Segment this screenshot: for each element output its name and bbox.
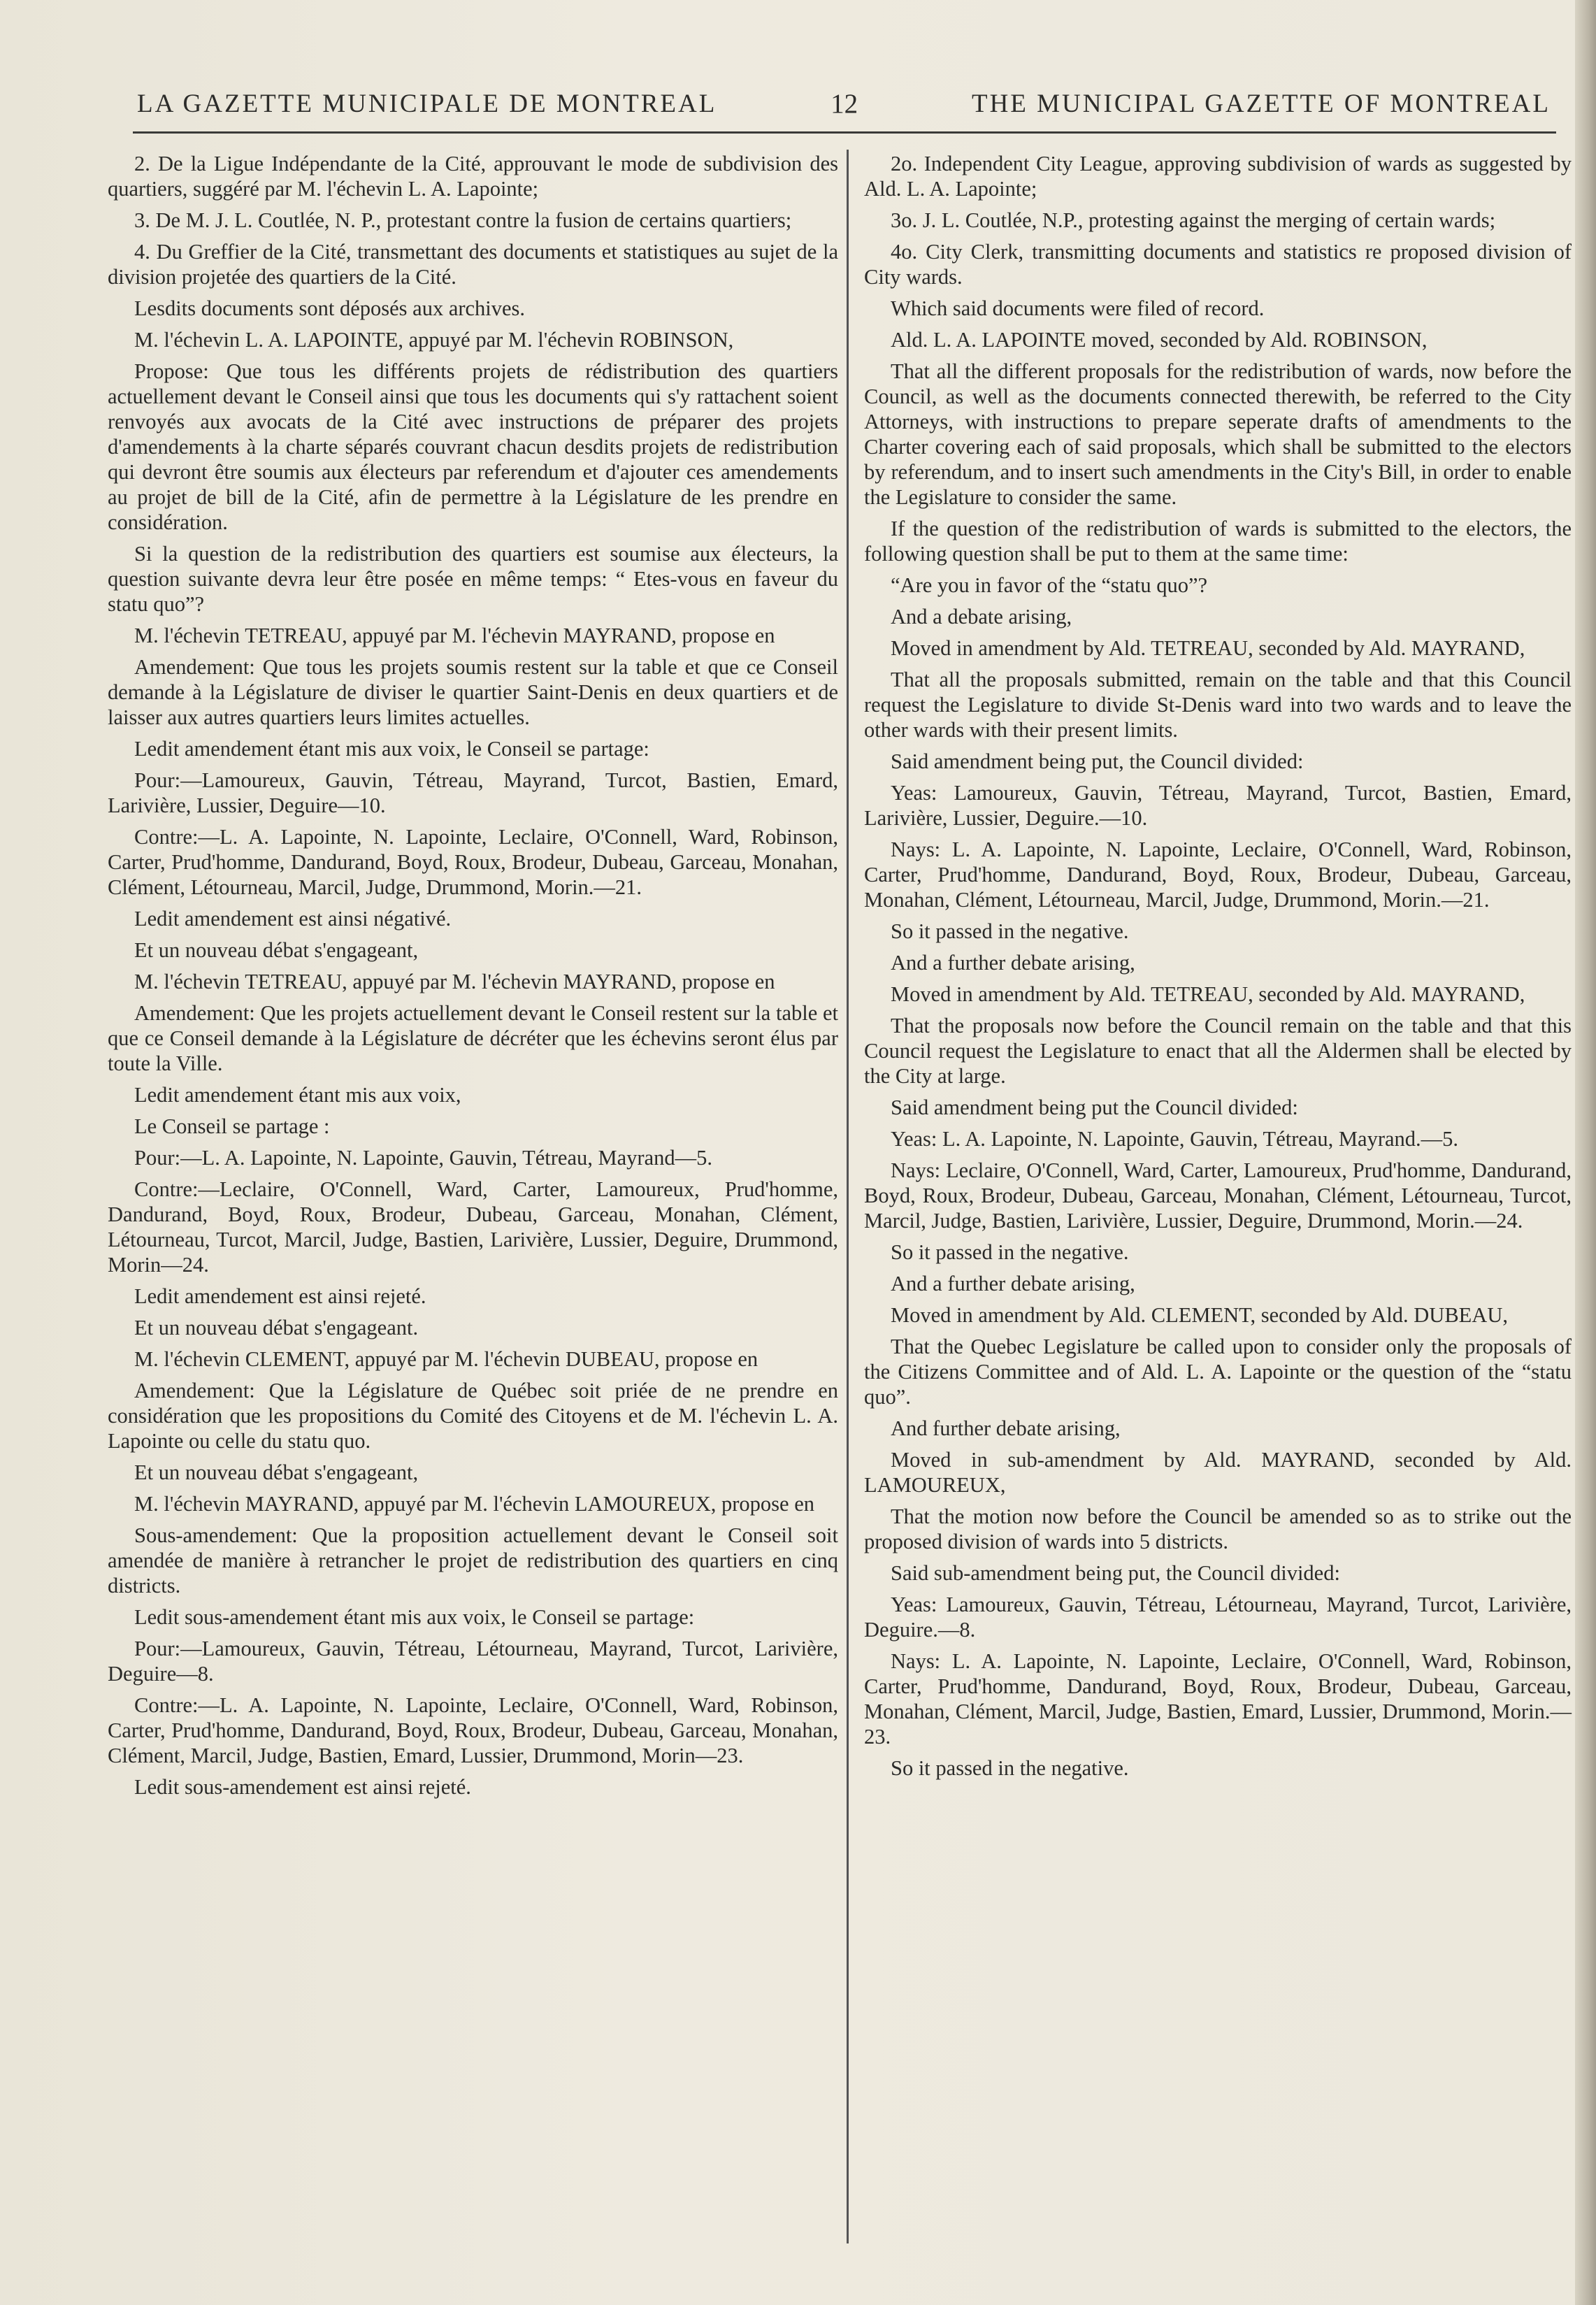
french-paragraph: Contre:—Leclaire, O'Connell, Ward, Carter, Lamoureux, Prud'homme, Dandurand, Boyd, Roux, Brodeur, Dubeau, Garceau, Monahan, Clément, Létourneau, Turcot, Marcil, Judge, Bastien, Larivière, Lussier, Deguire, Drummond, Morin—24.	[108, 1177, 838, 1277]
french-paragraph: Ledit amendement étant mis aux voix,	[134, 1083, 461, 1107]
english-paragraph: Moved in amendment by Ald. TETREAU, seconded by Ald. MAYRAND,	[891, 982, 1525, 1006]
french-paragraph: Amendement: Que tous les projets soumis restent sur la table et que ce Conseil demande à la Législature de diviser le quartier Saint-Denis en deux quartiers et de laisser aux autres quartiers leurs limites actuelles.	[108, 655, 838, 729]
french-paragraph: Et un nouveau débat s'engageant,	[134, 938, 419, 962]
french-paragraph: Contre:—L. A. Lapointe, N. Lapointe, Leclaire, O'Connell, Ward, Robinson, Carter, Prud'homme, Dandurand, Boyd, Roux, Brodeur, Dubeau, Garceau, Monahan, Clément, Marcil, Judge, Bastien, Emard, Lussier, Drummond, Morin—23.	[108, 1693, 838, 1767]
english-paragraph: Nays: L. A. Lapointe, N. Lapointe, Leclaire, O'Connell, Ward, Robinson, Carter, Prud'homme, Dandurand, Boyd, Roux, Brodeur, Dubeau, Garceau, Monahan, Clément, Létourneau, Marcil, Judge, Drummond, Morin.—21.	[864, 838, 1572, 912]
english-paragraph: 3o. J. L. Coutlée, N.P., protesting against the merging of certain wards;	[891, 208, 1496, 232]
french-paragraph: 2. De la Ligue Indépendante de la Cité, approuvant le mode de subdivision des quartiers, suggéré par M. l'échevin L. A. Lapointe;	[108, 152, 838, 201]
english-paragraph: That the proposals now before the Council remain on the table and that this Council request the Legislature to enact that all the Aldermen shall be elected by the City at large.	[864, 1014, 1572, 1088]
english-paragraph: Nays: L. A. Lapointe, N. Lapointe, Leclaire, O'Connell, Ward, Robinson, Carter, Prud'homme, Dandurand, Boyd, Roux, Brodeur, Dubeau, Garceau, Monahan, Clément, Marcil, Judge, Bastien, Emard, Lussier, Drummond, Morin.—23.	[864, 1649, 1572, 1749]
french-paragraph: Ledit sous-amendement est ainsi rejeté.	[134, 1775, 471, 1799]
french-paragraph: Le Conseil se partage :	[134, 1114, 330, 1138]
page-number: 12	[831, 88, 858, 119]
french-paragraph: Lesdits documents sont déposés aux archives.	[134, 296, 526, 320]
english-paragraph: So it passed in the negative.	[891, 1756, 1129, 1780]
french-paragraph: Pour:—Lamoureux, Gauvin, Tétreau, Létourneau, Mayrand, Turcot, Larivière, Deguire—8.	[108, 1637, 838, 1686]
english-paragraph: That the Quebec Legislature be called upon to consider only the proposals of the Citizens Committee and of Ald. L. A. Lapointe or the question of the “statu quo”.	[864, 1335, 1572, 1409]
french-paragraph: M. l'échevin CLEMENT, appuyé par M. l'échevin DUBEAU, propose en	[134, 1347, 759, 1371]
english-paragraph: So it passed in the negative.	[891, 1240, 1129, 1264]
page-edge	[1575, 0, 1596, 2305]
french-paragraph: Pour:—L. A. Lapointe, N. Lapointe, Gauvin, Tétreau, Mayrand—5.	[134, 1146, 712, 1170]
english-paragraph: Nays: Leclaire, O'Connell, Ward, Carter, Lamoureux, Prud'homme, Dandurand, Boyd, Roux, Brodeur, Dubeau, Garceau, Monahan, Clément, Létourneau, Turcot, Marcil, Judge, Bastien, Larivière, Lussier, Deguire, Drummond, Morin.—24.	[864, 1158, 1572, 1233]
english-paragraph: “Are you in favor of the “statu quo”?	[891, 573, 1208, 597]
french-paragraph: Ledit amendement est ainsi négativé.	[134, 907, 452, 931]
french-paragraph: M. l'échevin L. A. LAPOINTE, appuyé par M. l'échevin ROBINSON,	[134, 328, 734, 352]
english-paragraph: Ald. L. A. LAPOINTE moved, seconded by Ald. ROBINSON,	[891, 328, 1428, 352]
english-paragraph: Which said documents were filed of record.	[891, 296, 1265, 320]
french-paragraph: Ledit sous-amendement étant mis aux voix, le Conseil se partage:	[134, 1605, 695, 1629]
french-paragraph: Ledit amendement est ainsi rejeté.	[134, 1284, 426, 1308]
french-paragraph: Et un nouveau débat s'engageant.	[134, 1316, 419, 1340]
english-paragraph: Said sub-amendment being put, the Council divided:	[891, 1561, 1340, 1585]
english-paragraph: Moved in amendment by Ald. CLEMENT, seconded by Ald. DUBEAU,	[891, 1303, 1508, 1327]
english-paragraph: So it passed in the negative.	[891, 919, 1129, 943]
english-paragraph: Yeas: L. A. Lapointe, N. Lapointe, Gauvin, Tétreau, Mayrand.—5.	[891, 1127, 1459, 1151]
english-paragraph: Said amendment being put, the Council divided:	[891, 749, 1304, 773]
english-paragraph: Moved in sub-amendment by Ald. MAYRAND, seconded by Ald. LAMOUREUX,	[864, 1448, 1572, 1497]
english-paragraph: Moved in amendment by Ald. TETREAU, seconded by Ald. MAYRAND,	[891, 636, 1525, 660]
english-paragraph: That the motion now before the Council be amended so as to strike out the proposed division of wards into 5 districts.	[864, 1505, 1572, 1553]
french-paragraph: Si la question de la redistribution des quartiers est soumise aux électeurs, la question suivante devra leur être posée en même temps: “ Etes-vous en faveur du statu quo”?	[108, 542, 838, 616]
french-paragraph: Pour:—Lamoureux, Gauvin, Tétreau, Mayrand, Turcot, Bastien, Emard, Larivière, Lussier, Deguire—10.	[108, 768, 838, 817]
english-paragraph: And a debate arising,	[891, 605, 1072, 629]
french-paragraph: M. l'échevin MAYRAND, appuyé par M. l'échevin LAMOUREUX, propose en	[134, 1492, 814, 1516]
running-head	[137, 82, 1551, 124]
english-paragraph: That all the proposals submitted, remain on the table and that this Council request the Legislature to divide St-Denis ward into two wards and to leave the other wards with their present limits.	[864, 668, 1572, 742]
french-paragraph: Ledit amendement étant mis aux voix, le Conseil se partage:	[134, 737, 649, 761]
french-column	[108, 151, 838, 1806]
french-paragraph: 3. De M. J. L. Coutlée, N. P., protestant contre la fusion de certains quartiers;	[134, 208, 792, 232]
english-paragraph: Yeas: Lamoureux, Gauvin, Tétreau, Létourneau, Mayrand, Turcot, Larivière, Deguire.—8.	[864, 1593, 1572, 1642]
english-paragraph: And further debate arising,	[891, 1416, 1121, 1440]
english-paragraph: And a further debate arising,	[891, 1272, 1135, 1295]
french-paragraph: 4. Du Greffier de la Cité, transmettant des documents et statistiques au sujet de la division projetée des quartiers de la Cité.	[108, 240, 838, 289]
english-paragraph: 2o. Independent City League, approving subdivision of wards as suggested by Ald. L. A. Lapointe;	[864, 152, 1572, 201]
french-paragraph: Amendement: Que les projets actuellement devant le Conseil restent sur la table et que ce Conseil demande à la Législature de décréter que les échevins seront élus par toute la Ville.	[108, 1001, 838, 1075]
header-title-french: LA GAZETTE MUNICIPALE DE MONTREAL	[137, 89, 717, 118]
french-paragraph: Sous-amendement: Que la proposition actuellement devant le Conseil soit amendée de manière à retrancher le projet de redistribution des quartiers en cinq districts.	[108, 1523, 838, 1597]
french-paragraph: M. l'échevin TETREAU, appuyé par M. l'échevin MAYRAND, propose en	[134, 970, 775, 993]
english-paragraph: And a further debate arising,	[891, 951, 1135, 975]
english-paragraph: That all the different proposals for the redistribution of wards, now before the Council, as well as the documents connected therewith, be referred to the City Attorneys, with instructions to prepare seperate drafts of amendments to the Charter covering each of said proposals, which shall be submitted to the electors by referendum, and to insert such amendments in the City's Bill, in order to enable the Legislature to consider the same.	[864, 359, 1572, 509]
english-column	[864, 151, 1572, 1787]
header-title-english: THE MUNICIPAL GAZETTE OF MONTREAL	[971, 89, 1551, 118]
french-paragraph: Propose: Que tous les différents projets de rédistribution des quartiers actuellement devant le Conseil ainsi que tous les documents qui s'y rattachent soient renvoyés aux avocats de la Cité avec instructions de préparer des projets d'amendements à la charte séparés couvrant chacun desdits projets de redistribution qui devront être soumis aux électeurs par referendum et d'ajouter ces amendements au projet de bill de la Cité, afin de permettre à la Législature de les prendre en considération.	[108, 359, 838, 534]
english-paragraph: Said amendment being put the Council divided:	[891, 1096, 1298, 1119]
english-paragraph: Yeas: Lamoureux, Gauvin, Tétreau, Mayrand, Turcot, Bastien, Emard, Larivière, Lussier, Deguire.—10.	[864, 781, 1572, 830]
french-paragraph: Et un nouveau débat s'engageant,	[134, 1460, 419, 1484]
header-rule	[133, 131, 1556, 134]
column-divider	[847, 150, 849, 2243]
french-paragraph: Contre:—L. A. Lapointe, N. Lapointe, Leclaire, O'Connell, Ward, Robinson, Carter, Prud'homme, Dandurand, Boyd, Roux, Brodeur, Dubeau, Garceau, Monahan, Clément, Létourneau, Marcil, Judge, Drummond, Morin.—21.	[108, 825, 838, 899]
english-paragraph: If the question of the redistribution of wards is submitted to the electors, the following question shall be put to them at the same time:	[864, 517, 1572, 566]
french-paragraph: Amendement: Que la Législature de Québec soit priée de ne prendre en considération que les propositions du Comité des Citoyens et de M. l'échevin L. A. Lapointe ou celle du statu quo.	[108, 1379, 838, 1453]
english-paragraph: 4o. City Clerk, transmitting documents and statistics re proposed division of City wards.	[864, 240, 1572, 289]
french-paragraph: M. l'échevin TETREAU, appuyé par M. l'échevin MAYRAND, propose en	[134, 624, 775, 647]
